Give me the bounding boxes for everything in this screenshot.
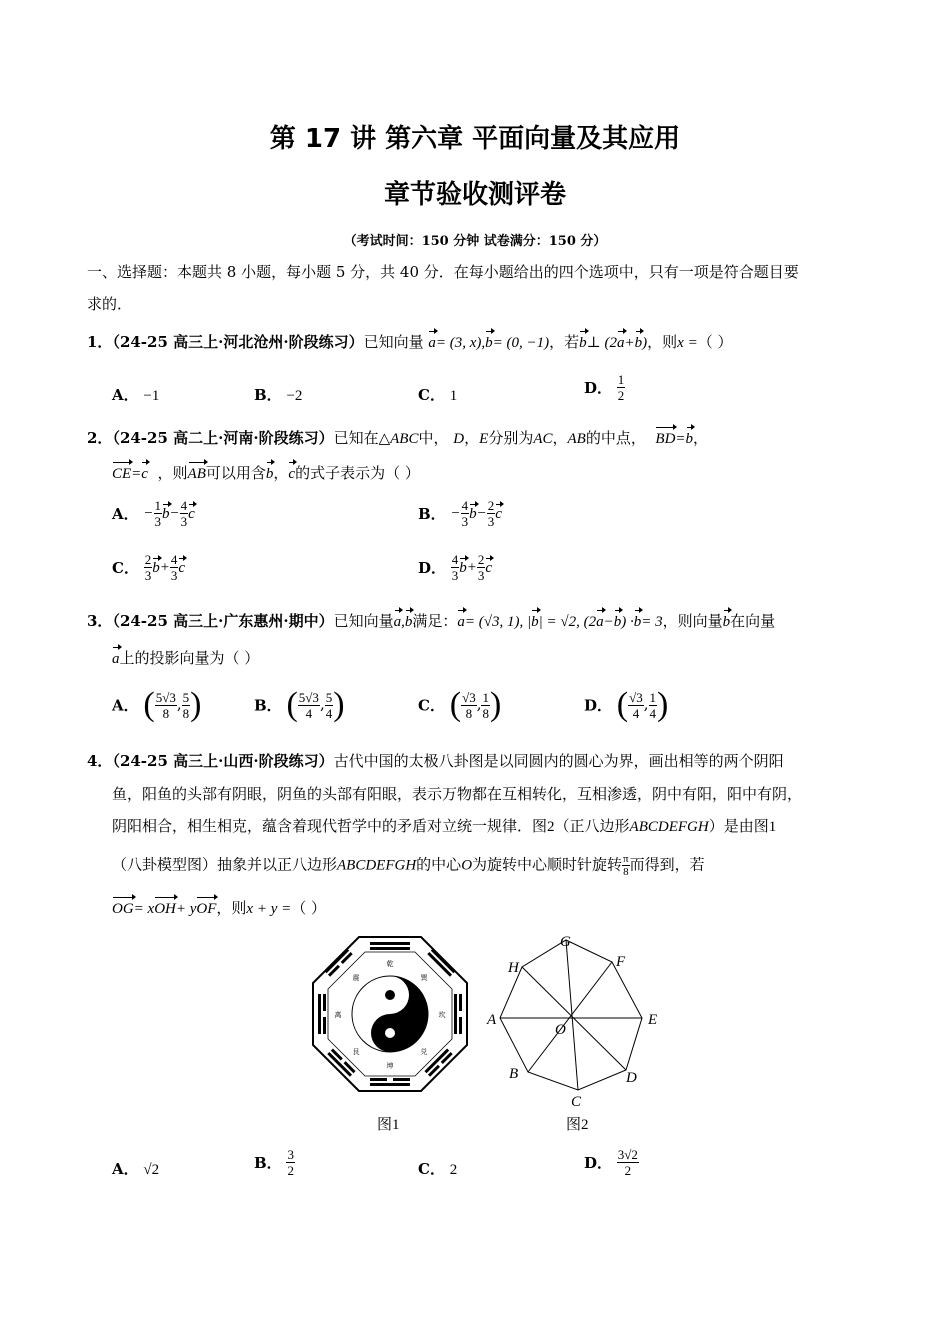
q2-option-c[interactable]: C． $\frac{2}{3}$ b+ $\frac{4}{3}$ c [112,552,186,583]
question-4-line2: 鱼，阳鱼的头部有阴眼，阴鱼的头部有阳眼，表示万物都在互相转化，互相渗透，阴中有阳，阳中有阴， [112,785,803,803]
page-subtitle: 章节验收测评卷 [383,180,566,210]
q1-option-d[interactable]: D． $\frac{1}{2}$ [584,372,625,403]
svg-text:F: F [616,954,626,970]
svg-text:乾: 乾 [386,960,394,968]
q1-option-b[interactable]: B． −2 [254,386,303,404]
octagon-figure [482,930,672,1110]
question-2: 2．（24-25 高二上·河南·阶段练习）已知在△ABC中， D，E分别为AC，AB的中点， BD=b， [87,429,709,447]
svg-text:A: A [487,1012,497,1028]
question-4-line4: （八卦模型图）抽象并以正八边形ABCDEFGH的中心O为旋转中心顺时针旋转 $\frac{\pi}{8}$ 而得到，若 [112,853,705,878]
question-4: 4．（24-25 高三上·山西·阶段练习）古代中国的太极八卦图是以同圆内的圆心为界，画出相等的两个阴阳 [87,752,784,770]
question-3: 3．（24-25 高三上·广东惠州·期中）已知向量a,b满足：a= (√3, 1), |b| = √2, (2a−b) ·b= 3，则向量b在向量 [87,612,776,630]
q4-option-c[interactable]: C． 2 [418,1160,458,1178]
question-1: 1．（24-25 高三上·河北沧州·阶段练习）已知向量 a= (3, x),b= (0, −1)，若b⊥ (2a+b)，则x =（ ） [87,333,733,351]
svg-text:离: 离 [334,1011,342,1019]
svg-text:坎: 坎 [438,1011,446,1019]
q1-option-a[interactable]: A． −1 [112,386,160,404]
question-2-line2: CE=c ，则AB可以用含b，c的式子表示为（ ） [112,464,420,482]
q3-option-d[interactable]: D． ( $\frac{√3}{4}$ , $\frac{1}{4}$ ) [584,686,669,723]
q4-option-b[interactable]: B． $\frac{3}{2}$ [254,1147,294,1178]
svg-text:H: H [508,960,519,976]
svg-text:震: 震 [352,974,360,982]
section-heading: 一、选择题：本题共 8 小题，每小题 5 分，共 40 分．在每小题给出的四个选项中，只有一项是符合题目要 [87,263,799,281]
vector-a: a [428,335,436,351]
question-4-line3: 阴阳相合，相生相克，蕴含着现代哲学中的矛盾对立统一规律．图2（正八边形ABCDEFGH）是由图1 [112,817,777,835]
svg-text:坤: 坤 [386,1062,394,1070]
q3-option-c[interactable]: C． ( $\frac{√3}{8}$ , $\frac{1}{8}$ ) [418,686,502,723]
q2-option-d[interactable]: D． $\frac{4}{3}$ b+ $\frac{2}{3}$ c [418,552,493,583]
figure1-caption: 图1 [377,1117,400,1133]
q3-option-a[interactable]: A． ( $\frac{5√3}{8}$ , $\frac{5}{8}$ ) [112,686,202,723]
question-source: （24-25 高三上·河北沧州·阶段练习） [112,333,364,351]
svg-text:D: D [626,1070,637,1086]
svg-text:B: B [509,1066,519,1082]
figure2-caption: 图2 [566,1117,589,1133]
question-number: 1． [87,333,113,351]
question-4-line5: OG= xOH+ yOF，则x + y =（ ） [112,899,327,917]
page-title: 第 17 讲 第六章 平面向量及其应用 [269,124,681,154]
vector-b: b [485,335,493,351]
q2-option-a[interactable]: A． − $\frac{1}{3}$ b− $\frac{4}{3}$ c [112,498,195,529]
svg-text:C: C [571,1094,582,1110]
svg-text:O: O [555,1022,566,1038]
q4-option-a[interactable]: A． √2 [112,1160,160,1178]
q4-option-d[interactable]: D． $\frac{3√2}{2}$ [584,1147,638,1178]
svg-text:巽: 巽 [420,974,428,982]
bagua-figure [310,934,470,1094]
exam-info: （考试时间：150 分钟 试卷满分：150 分） [343,234,607,249]
question-3-line2: a上的投影向量为（ ） [112,649,260,667]
section-heading-cont: 求的． [87,295,133,313]
q3-option-b[interactable]: B． ( $\frac{5√3}{4}$ , $\frac{5}{4}$ ) [254,686,345,723]
q1-option-c[interactable]: C． 1 [418,386,458,404]
svg-text:G: G [560,934,571,950]
q2-option-b[interactable]: B． − $\frac{4}{3}$ b− $\frac{2}{3}$ c [418,498,502,529]
svg-text:艮: 艮 [352,1048,360,1056]
svg-text:兑: 兑 [420,1048,428,1056]
svg-text:E: E [648,1012,658,1028]
